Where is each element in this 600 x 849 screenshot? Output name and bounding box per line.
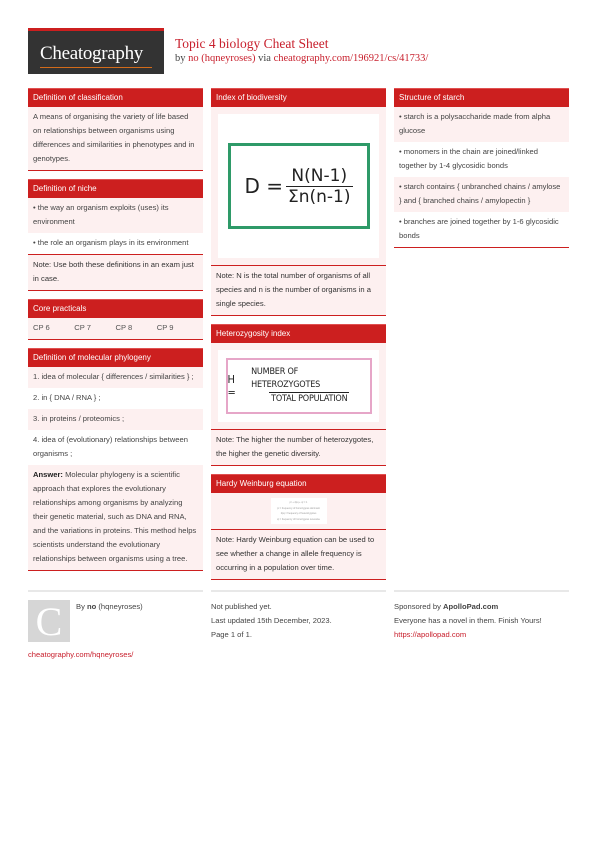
formula-fraction	[249, 366, 369, 406]
formula-frame	[226, 358, 372, 414]
cp-item: CP 8	[115, 323, 133, 332]
section-title: Core practicals	[28, 299, 203, 318]
list-item: • the way an organism exploits (uses) its environment	[28, 198, 203, 233]
column-3	[394, 88, 569, 256]
definition-text: A means of organising the variety of life based on relationships between organisms using differences and similarities in phenotypes and in genotypes.	[28, 107, 203, 170]
formula-denominator: Σn(n-1)	[288, 186, 351, 207]
sponsor-line	[394, 600, 569, 614]
section-classification	[28, 88, 203, 171]
via-label: via	[258, 53, 271, 64]
section-title: Heterozygosity index	[211, 324, 386, 343]
formula-numerator: N(N-1)	[291, 165, 348, 186]
list-item: • starch is a polysaccharide made from alpha glucose	[394, 107, 569, 142]
footer-author	[28, 590, 203, 662]
section-niche	[28, 179, 203, 291]
cp-item: CP 9	[156, 323, 174, 332]
section-title: Structure of starch	[394, 88, 569, 107]
list-item: • monomers in the chain are joined/linked together by 1-4 glycosidic bonds	[394, 142, 569, 177]
image-wrapper	[211, 107, 386, 265]
footer-sponsor	[394, 590, 569, 642]
list-item: 3. in proteins / proteomics ;	[28, 409, 203, 430]
answer-text: Molecular phylogeny is a scientific approach that explores the evolutionary relationships among organisms by analyzing their genetic material, such as DNA and RNA, and the variations in proteins. This method helps scientists understand the evolutionary relationships between organisms using a tree.	[33, 470, 197, 563]
by-prefix: by	[175, 53, 186, 64]
page-header	[28, 28, 588, 74]
note: Note: N is the total number of organisms of all species and n is the number of organisms in a single species.	[211, 265, 386, 315]
note: Note: Hardy Weinburg equation can be used to see whether a change in allele frequency is occurring in a population over time.	[211, 529, 386, 579]
section-title: Definition of niche	[28, 179, 203, 198]
biodiversity-formula-image	[218, 114, 379, 258]
by-label: By	[76, 602, 85, 611]
logo-text: Cheatography	[40, 43, 143, 64]
section-heterozygosity	[211, 324, 386, 466]
formula-lhs: D =	[244, 174, 283, 198]
cp-item: CP 6	[33, 323, 50, 332]
list-item: 4. idea of (evolutionary) relationships between organisms ;	[28, 430, 203, 465]
section-core-practicals	[28, 299, 203, 340]
logo-underline	[40, 67, 152, 68]
section-biodiversity	[211, 88, 386, 316]
footer-meta	[211, 590, 386, 642]
core-practicals-row	[28, 318, 203, 339]
avatar: C	[28, 600, 70, 642]
equation-line: q² = frequency of homozygous recessive	[277, 517, 320, 521]
answer-label: Answer:	[33, 470, 63, 479]
section-title: Definition of classification	[28, 88, 203, 107]
publish-status: Not published yet.	[211, 602, 272, 611]
last-updated: Last updated 15th December, 2023.	[211, 616, 332, 625]
author-name[interactable]: no	[87, 602, 97, 611]
list-item: 2. in { DNA / RNA } ;	[28, 388, 203, 409]
author-handle: (hqneyroses)	[96, 602, 143, 611]
sponsor-name[interactable]: ApolloPad.com	[442, 602, 499, 611]
column-2	[211, 88, 386, 588]
formula-frame	[228, 143, 370, 229]
equation-line: p² + 2pq + q² = 1	[289, 501, 308, 505]
note: Note: Use both these definitions in an exam just in case.	[28, 254, 203, 290]
list-item: • branches are joined together by 1-6 glycosidic bonds	[394, 212, 569, 247]
note: Note: The higher the number of heterozygotes, the higher the genetic diversity.	[211, 429, 386, 465]
list-item: 1. idea of molecular { differences / similarities } ;	[28, 367, 203, 388]
author-link[interactable]: no (hqneyroses)	[188, 53, 256, 64]
column-1	[28, 88, 203, 579]
page-count: Page 1 of 1.	[211, 630, 252, 639]
formula-fraction	[286, 166, 353, 207]
section-hardy-weinburg	[211, 474, 386, 580]
formula-denominator: TOTAL POPULATION	[271, 394, 348, 404]
equation-line: 2pq = frequency of heterozygotes	[280, 512, 317, 516]
cheatography-logo[interactable]	[28, 28, 164, 74]
list-item: • the role an organism plays in its environment	[28, 233, 203, 254]
byline	[175, 53, 428, 64]
sponsor-text: Everyone has a novel in them. Finish Yours!	[394, 616, 542, 625]
image-wrapper	[211, 343, 386, 429]
title-block	[175, 36, 428, 64]
heterozygosity-formula-image	[218, 350, 379, 422]
sponsor-prefix: Sponsored by	[394, 602, 443, 611]
list-item: • starch contains { unbranched chains / amylose } and { branched chains / amylopectin }	[394, 177, 569, 212]
sponsor-link[interactable]: https://apollopad.com	[394, 630, 467, 639]
section-molecular-phylogeny	[28, 348, 203, 571]
formula-lhs: H =	[227, 373, 236, 399]
formula-numerator: NUMBER OF HETEROZYGOTES	[251, 367, 321, 390]
answer	[28, 465, 203, 570]
equation-line: p² = frequency of homozygous dominant	[277, 506, 320, 510]
section-title: Index of biodiversity	[211, 88, 386, 107]
author-profile-link[interactable]: cheatography.com/hqneyroses/	[28, 650, 134, 659]
image-wrapper	[211, 493, 386, 529]
section-title: Definition of molecular phylogeny	[28, 348, 203, 367]
hardy-weinburg-image	[271, 498, 327, 524]
cp-item: CP 7	[74, 323, 91, 332]
sheet-url-link[interactable]: cheatography.com/196921/cs/41733/	[273, 53, 429, 64]
section-starch	[394, 88, 569, 248]
page-title: Topic 4 biology Cheat Sheet	[175, 36, 329, 51]
section-title: Hardy Weinburg equation	[211, 474, 386, 493]
